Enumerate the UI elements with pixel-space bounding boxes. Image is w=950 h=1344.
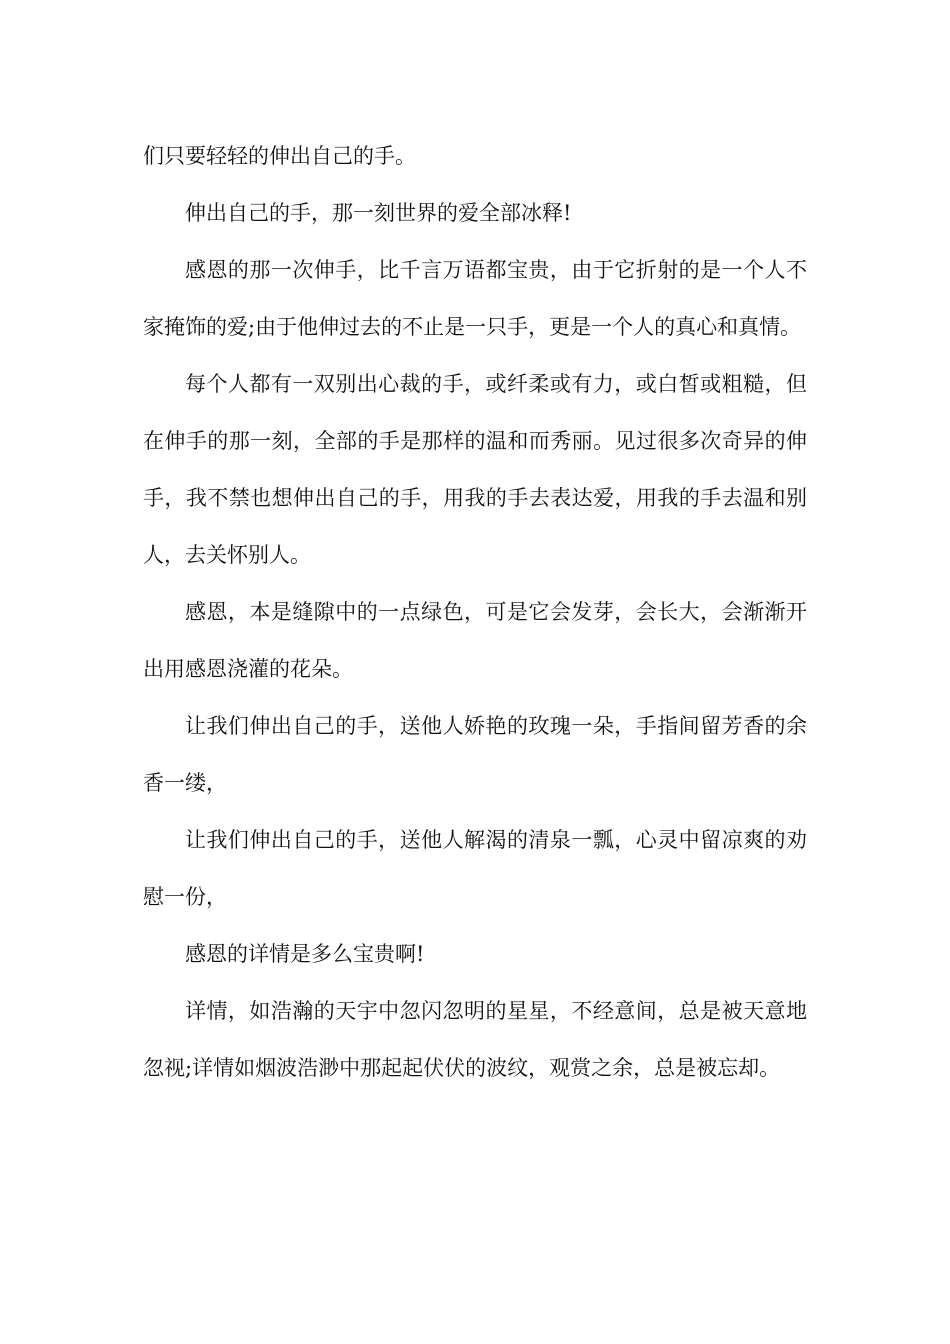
paragraph-6: 让我们伸出自己的手，送他人娇艳的玫瑰一朵，手指间留芳香的余香一缕， (143, 714, 807, 795)
body-text (143, 128, 807, 1097)
paragraph-8: 感恩的详情是多么宝贵啊! (185, 942, 425, 966)
paragraph-9: 详情，如浩瀚的天宇中忽闪忽明的星星，不经意间，总是被天意地忽视;详情如烟波浩渺中那起起伏伏的波纹，观赏之余，总是被忘却。 (143, 999, 807, 1080)
paragraph-1: 们只要轻轻的伸出自己的手。 (143, 144, 416, 168)
paragraph-5: 感恩，本是缝隙中的一点绿色，可是它会发芽，会长大，会渐渐开出用感恩浇灌的花朵。 (143, 600, 807, 681)
paragraph-4: 每个人都有一双别出心裁的手，或纤柔或有力，或白皙或粗糙，但在伸手的那一刻，全部的手是那样的温和而秀丽。见过很多次奇异的伸手，我不禁也想伸出自己的手，用我的手去表达爱，用我的手去温和别人，去关怀别人。 (143, 372, 807, 567)
paragraph-2: 伸出自己的手，那一刻世界的爱全部冰释! (185, 201, 572, 225)
paragraph-7: 让我们伸出自己的手，送他人解渴的清泉一瓢，心灵中留凉爽的劝慰一份， (143, 828, 807, 909)
paragraph-3: 感恩的那一次伸手，比千言万语都宝贵，由于它折射的是一个人不家掩饰的爱;由于他伸过去的不止是一只手，更是一个人的真心和真情。 (143, 258, 807, 339)
